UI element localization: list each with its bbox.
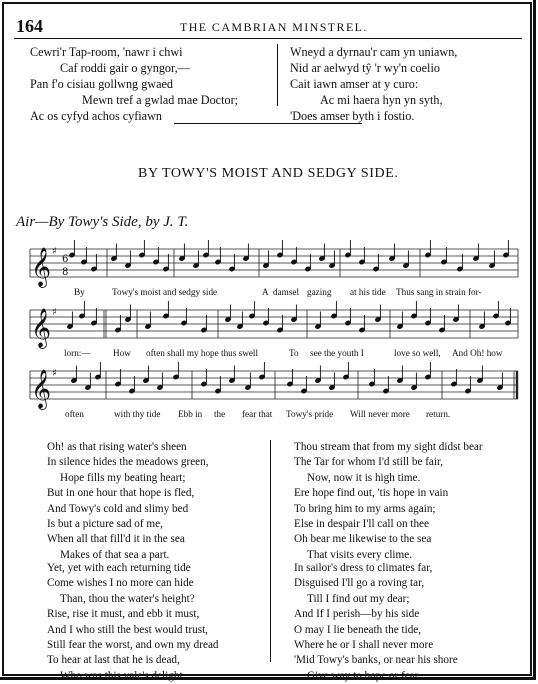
stanza-line: Makes of that sea a part.	[60, 548, 170, 561]
welsh-left-line: Mewn tref a gwlad mae Doctor;	[82, 93, 239, 107]
svg-text:𝄞: 𝄞	[31, 308, 52, 348]
stanza-line: In sailor's dress to climates far,	[294, 562, 433, 574]
stanza-line: And Towy's cold and slimy bed	[47, 502, 189, 515]
stanza-line: And If I perish—by his side	[294, 608, 420, 621]
stanza-line: Still fear the worst, and own my dread	[47, 639, 219, 652]
stanza-line: Now, now it is high time.	[307, 471, 421, 484]
stanza-line: The Tar for whom I'd still be fair,	[294, 456, 444, 469]
stanza-line: And I who still the best would trust,	[47, 623, 208, 636]
lyric-word: And Oh! how	[452, 348, 503, 358]
stanza-line: Yet, yet with each returning tide	[47, 562, 191, 574]
lyric-word: Towy's pride	[286, 409, 334, 419]
svg-text:6: 6	[62, 254, 69, 265]
stanza-line: To bring him to my arms again;	[294, 502, 436, 515]
stanza-line: Where he or I shall never more	[294, 639, 434, 652]
welsh-right-line: Ac mi haera hyn yn syth,	[320, 93, 443, 107]
welsh-left-line: Caf roddi gair o gyngor,—	[60, 61, 190, 75]
lyric-word: damsel	[273, 287, 300, 297]
running-title: THE CAMBRIAN MINSTREL.	[180, 20, 368, 34]
svg-text:♯: ♯	[52, 307, 57, 318]
stanza-line: Give way to hope or fear.	[307, 669, 421, 682]
page-number: 164	[16, 16, 43, 36]
lyric-word: lorn:—	[64, 348, 91, 358]
stanza-line: Who was this vale's delight.	[60, 669, 186, 682]
stanza-line: Thou stream that from my sight didst bear	[294, 441, 483, 453]
welsh-right-line: Nid ar aelwyd tŷ 'r wy'n coelio	[290, 61, 440, 75]
stanza-line: O may I lie beneath the tide,	[294, 623, 422, 636]
welsh-left-line: Ac os cyfyd achos cyfiawn	[30, 109, 162, 123]
lyric-word: gazing	[307, 287, 332, 297]
lyric-word: Thus sang in strain for-	[396, 287, 482, 297]
staff-system-3	[30, 371, 518, 399]
lyric-word: the	[214, 409, 226, 419]
stanza-line: Till I find out my dear;	[307, 592, 410, 605]
svg-text:𝄞: 𝄞	[31, 369, 52, 409]
stanza-line: When all that fill'd it in the sea	[47, 533, 185, 546]
lyric-word: love so well,	[394, 348, 441, 358]
lyric-word: Ebb in	[178, 409, 203, 419]
stanza-line: Disguised I'll go a roving tar,	[294, 577, 425, 590]
lyric-word: see the youth I	[310, 348, 364, 358]
lyric-word: often shall my hope thus swell	[146, 348, 259, 358]
stanza-3	[47, 561, 219, 684]
stanza-line: To hear at last that he is dead,	[47, 654, 180, 667]
stanza-line: Oh bear me likewise to the sea	[294, 533, 432, 546]
stanza-line: That visits every clime.	[307, 548, 413, 561]
welsh-right-line: Cait iawn amser at y curo:	[290, 77, 419, 91]
svg-text:♯: ♯	[52, 368, 57, 379]
air-attribution: Air—By Towy's Side, by J. T.	[16, 214, 189, 230]
svg-text:𝄞: 𝄞	[31, 247, 52, 287]
lyric-word: often	[65, 409, 84, 419]
stanza-line: Hope fills my beating heart;	[60, 471, 186, 484]
lyric-word: at his tide	[350, 287, 386, 297]
welsh-right-line: Wneyd a dyrnau'r cam yn uniawn,	[290, 45, 458, 59]
stanza-line: 'Mid Towy's banks, or near his shore	[294, 654, 458, 667]
svg-text:♯: ♯	[52, 246, 57, 257]
stanza-2	[294, 440, 483, 563]
welsh-left-line: Cewri'r Tap-room, 'nawr i chwi	[30, 45, 183, 59]
stanza-line: In silence hides the meadows green,	[47, 456, 209, 469]
lyric-word: How	[113, 348, 131, 358]
stanza-line: Is but a picture sad of me,	[47, 518, 163, 531]
stanza-line: Else in despair I'll call on thee	[294, 518, 429, 531]
stanza-line: But in one hour that hope is fled,	[47, 487, 195, 500]
lyric-word: To	[289, 348, 299, 358]
stanza-column-divider	[270, 440, 271, 662]
lyric-word: By	[74, 287, 85, 297]
stanza-line: Than, thou the water's height?	[60, 592, 195, 605]
welsh-right-line: 'Does amser byth i fostio.	[290, 109, 415, 123]
stanza-4	[294, 561, 458, 684]
stanza-line: Ere hope find out, 'tis hope in vain	[294, 487, 449, 500]
stanza-line: Rise, rise it must, and ebb it must,	[47, 608, 200, 621]
stanza-1	[47, 440, 209, 563]
lyric-word: A	[262, 287, 269, 297]
song-title: BY TOWY'S MOIST AND SEDGY SIDE.	[138, 166, 399, 181]
welsh-left-line: Pan f'o cisiau gollwng gwaed	[30, 77, 174, 91]
lyric-word: Will never more	[350, 409, 410, 419]
lyric-word: Towy's moist and sedgy side	[112, 287, 218, 297]
stanza-line: Oh! as that rising water's sheen	[47, 441, 187, 453]
lyric-word: with thy tide	[114, 409, 161, 419]
svg-text:8: 8	[62, 267, 69, 278]
lyric-word: fear that	[242, 409, 273, 419]
stanza-line: Come wishes I no more can hide	[47, 577, 194, 590]
lyric-word: return.	[426, 409, 451, 419]
